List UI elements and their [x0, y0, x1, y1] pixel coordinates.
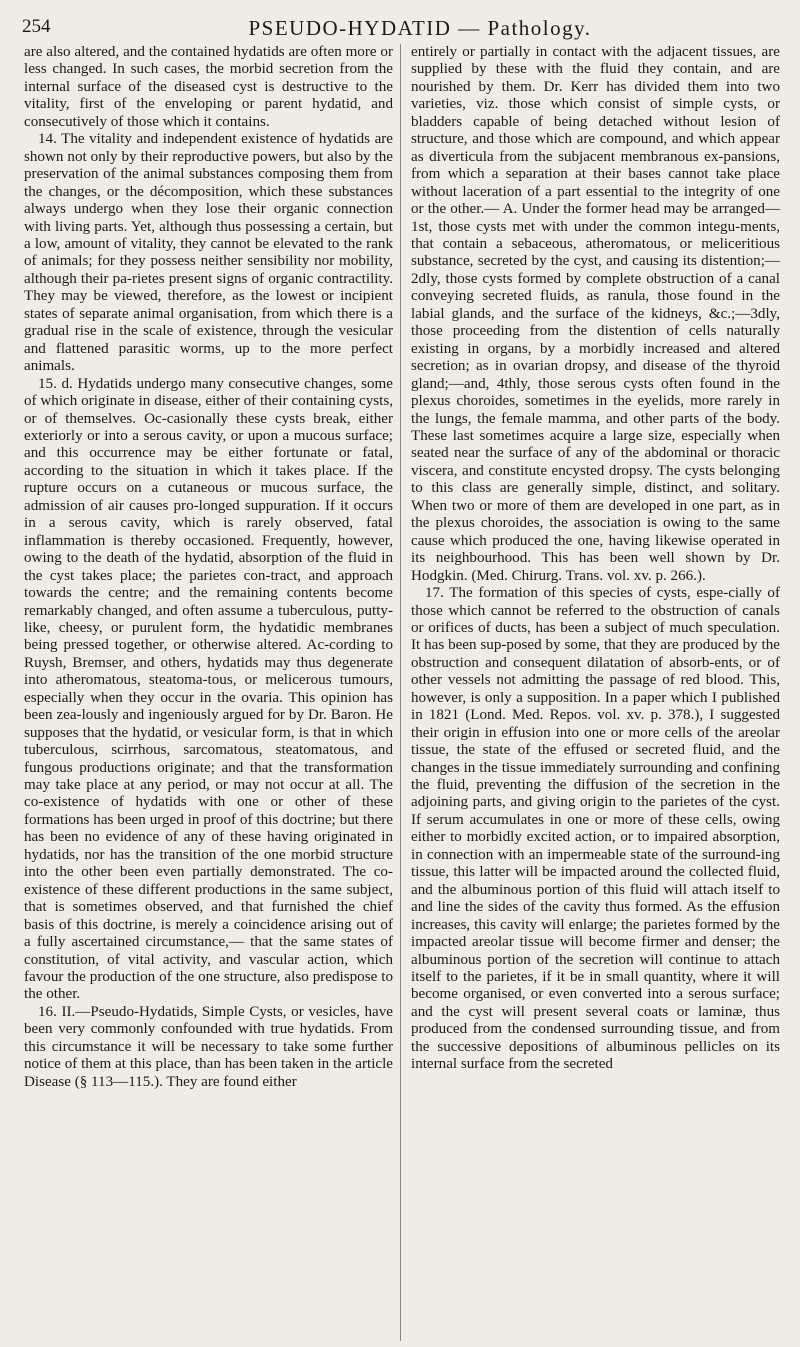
paragraph-16: 16. II.—Pseudo-Hydatids, Simple Cysts, or vesicles, have been very commonly confounded with true hydatids. From this circumstance it will be necessary to take some further notice of them at this place, than has been taken in the article Disease (§ 113—115.). They are found either — [24, 1003, 393, 1090]
page-number: 254 — [22, 16, 51, 37]
paragraph-15: 15. d. Hydatids undergo many consecutive changes, some of which originate in disease, either of their containing cysts, or of themselves. Oc-casionally these cysts break, either exteriorly or into a serous cavity, or upon a mucous surface; and this occurrence may be either fortunate or fatal, according to the situation in which it takes place. If the rupture occurs on a cutaneous or mucous surface, the admission of air causes pro-longed suppuration. If it occurs in a serous cavity, which is rarely observed, fatal inflammation is thereby occasioned. Frequently, however, owing to the death of the hydatid, absorption of the fluid in the cyst takes place; the parietes con-tract, and approach towards the centre; and the remaining contents become remarkably changed, and often assume a tuberculous, putty-like, cheesy, or purulent form, the hydatidic membranes being pressed together, or otherwise altered. Ac-cording to Ruysh, Bremser, and others, hydatids may thus degenerate into atheromatous, steatoma-tous, or melicerous tumours, especially when they occur in the ovaria. This opinion has been zea-lously and ingeniously argued for by Dr. Baron. He supposes that the hydatid, or vesicular form, is that in which tuberculous, scirrhous, sarcomatous, steatomatous, and fungous productions originate; and that the transformation may take place at any period, or may not occur at all. The co-existence of hydatids with one or other of these formations has been urged in proof of this doctrine; but there has been no evidence of any of these having originated in hydatids, nor has the transition of the one morbid structure into the other been even partially demonstrated. The co-existence of these different productions in the same subject, that is sometimes observed, and that furnished the chief basis of this doctrine, is merely a coincidence arising out of a fully ascertained circumstance,— that the same states of constitution, of vital activity, and vascular action, which favour the production of the one structure, also predispose to the other. — [24, 375, 393, 1003]
right-column — [400, 44, 784, 1341]
paragraph-17: 17. The formation of this species of cysts, espe-cially of those which cannot be referred to the obstruction of canals or orifices of ducts, has been a subject of much speculation. It has been sup-posed by some, that they are produced by the obstruction and consequent dilatation of absorb-ents, or of other vessels not admitting the passage of red blood. This, however, is only a supposition. In a paper which I published in 1821 (Lond. Med. Repos. vol. xv. p. 378.), I suggested their origin in effusion into one or more cells of the areolar tissue, the state of the effused or secreted fluid, and the changes in the tissue immediately surrounding and confining the fluid, preventing the diffusion of the secretion in the adjoining parts, and giving origin to the parietes of the cyst. If serum accumulates in one or more of these cells, owing either to morbidly excited action, or to impaired absorption, in connection with an impermeable state of the surround-ing tissue, this latter will be impacted around the collected fluid, and the albuminous portion of this fluid will attach itself to and line the sides of the cavity thus formed. As the effusion increases, this cavity will enlarge; the parietes formed by the impacted areolar tissue will become firmer and denser; the albuminous portion of the secretion will continue to attach itself to the parietes, if it be in small quantity, where it will become organised, or even converted into a serous surface; and the cyst will present several coats or laminæ, thus produced from the condensed surrounding tissue, and from the successive depositions of albuminous pellicles on its internal surface from the secreted — [411, 585, 780, 1073]
text-columns — [16, 44, 784, 1341]
paragraph-16-continued: entirely or partially in contact with the adjacent tissues, are supplied by these with the fluid they contain, and are nourished by them. Dr. Kerr has divided them into two varieties, viz. those which consist of simple cysts, or bladders capable of being detached without lesion of structure, and those which are compound, and which appear as diverticula from the subjacent membranous ex-pansions, from which a separation at their bases cannot take place without laceration of a part essential to the integrity of one or the other.— A. Under the former head may be arranged—1st, those cysts met with under the common integu-ments, that contain a sebaceous, atheromatous, or meliceritious substance, secreted by the cyst, and causing its distention;—2dly, those cysts formed by complete obstruction of a canal conveying secreted fluids, as ranula, those found in the labial glands, and the surface of the kidneys, &c.;—3dly, those proceeding from the distention of cells naturally existing in organs, by a morbidly increased and altered secretion; as in ovarian dropsy, and disease of the thyroid gland;—and, 4thly, those serous cysts often found in the plexus choroides, sometimes in the eyelids, more rarely in the lungs, the female mamma, and other parts of the body. These last sometimes acquire a large size, especially when seated near the surface of any of the abdominal or thoracic viscera, and constitute encysted dropsy. The cysts belonging to this class are generally simple, distinct, and solitary. When two or more of them are developed in one part, as in the plexus choroides, the association is owing to the same cause which produced the one, having likewise operated in its neighbourhood. This has been well shown by Dr. Hodgkin. (Med. Chirurg. Trans. vol. xv. p. 266.). — [411, 44, 780, 584]
running-head: PSEUDO-HYDATID — Pathology. — [248, 16, 592, 40]
left-column — [16, 44, 400, 1341]
page-header — [16, 14, 784, 44]
paragraph-continued: are also altered, and the contained hydatids are often more or less changed. In such cases, the morbid secretion from the internal surface of the diseased cyst is destructive to the vitality, first of the enveloping or parent hydatid, and consecutively of those which it contains. — [24, 44, 393, 130]
paragraph-14: 14. The vitality and independent existence of hydatids are shown not only by their reproductive powers, but also by the preservation of the animal substances composing them from the changes, or the décomposition, which these substances always undergo when they lose their organic connection with living parts. Yet, although thus possessing a certain, but a low, amount of vitality, they cannot be elevated to the rank of animals; for they possess neither sensibility nor mobility, although their pa-rietes present signs of organic contractility. They may be viewed, therefore, as the lowest or incipient states of separate animal organisation, from which there is a gradual rise in the scale of existence, through the vesicular and flattened parasitic worms, up to the more perfect animals. — [24, 131, 393, 375]
